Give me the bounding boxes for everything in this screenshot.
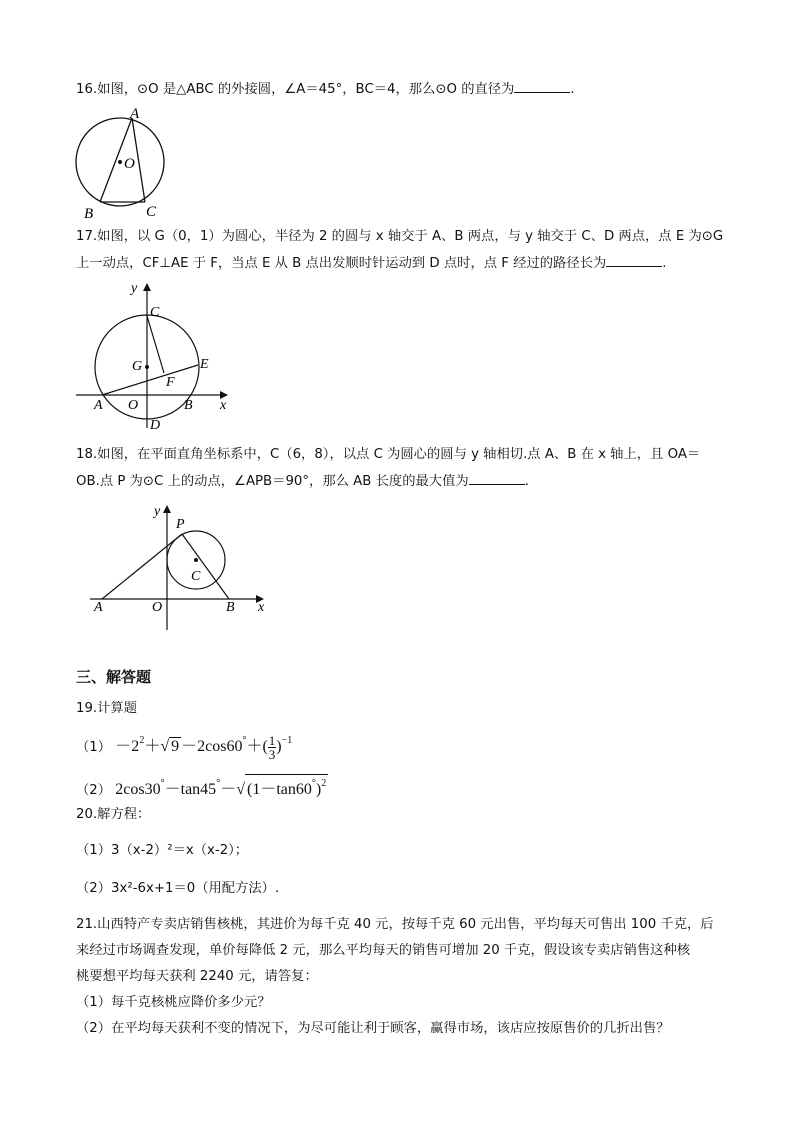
label-A: A bbox=[94, 398, 103, 413]
question-18-line1: 18.如图，在平面直角坐标系中，C（6，8），以点 C 为圆心的圆与 y 轴相切.点 A、B 在 x 轴上，且 OA＝ bbox=[76, 447, 701, 462]
label-C: C bbox=[150, 305, 160, 320]
question-21-line2: 来经过市场调查发现，单价每降低 2 元，那么平均每天的销售可增加 20 千克，假设该专卖店销售这种核 bbox=[76, 943, 691, 958]
question-20-part2: （2）3x²-6x+1＝0（用配方法）. bbox=[76, 881, 280, 896]
question-19-title: 19.计算题 bbox=[76, 701, 138, 716]
axis-y-label: y bbox=[154, 504, 161, 519]
answer-blank bbox=[606, 254, 662, 267]
question-19-part1 bbox=[76, 732, 292, 761]
label-O: O bbox=[124, 156, 135, 172]
question-18-text: OB.点 P 为⊙C 上的动点，∠APB＝90°，那么 AB 长度的最大值为 bbox=[76, 474, 469, 489]
question-21-part1: （1）每千克核桃应降价多少元？ bbox=[76, 995, 271, 1010]
label-A: A bbox=[94, 600, 103, 615]
question-16-text: 16.如图，⊙O 是△ABC 的外接圆，∠A＝45°，BC＝4，那么⊙O 的直径为 bbox=[76, 82, 515, 97]
question-21-line1: 21.山西特产专卖店销售核桃，其进价为每千克 40 元，按每千克 60 元出售，平均每天可售出 100 千克，后 bbox=[76, 917, 714, 932]
axis-x-label: x bbox=[258, 600, 265, 615]
part-label: （2） bbox=[76, 783, 112, 798]
question-end: . bbox=[524, 474, 529, 489]
question-end: . bbox=[570, 82, 575, 97]
axis-y-label: y bbox=[131, 281, 138, 296]
section-title: 三、解答题 bbox=[76, 668, 152, 686]
figure-18 bbox=[86, 498, 281, 638]
question-16 bbox=[76, 80, 575, 99]
question-21-part2: （2）在平均每天获利不变的情况下，为尽可能让利于顾客，赢得市场，该店应按原售价的几折出售？ bbox=[76, 1021, 670, 1036]
label-F: F bbox=[166, 375, 175, 390]
answer-blank bbox=[514, 80, 570, 93]
label-B: B bbox=[84, 206, 94, 222]
answer-blank bbox=[469, 472, 525, 485]
label-B: B bbox=[184, 398, 193, 413]
figure-16 bbox=[70, 104, 180, 224]
label-D: D bbox=[150, 418, 161, 433]
label-G: G bbox=[132, 359, 143, 374]
question-17-line1: 17.如图，以 G（0，1）为圆心，半径为 2 的圆与 x 轴交于 A、B 两点，与 y 轴交于 C、D 两点，点 E 为⊙G bbox=[76, 229, 724, 244]
axis-x-label: x bbox=[220, 398, 227, 413]
question-19-part2 bbox=[76, 774, 328, 800]
label-A: A bbox=[130, 106, 140, 122]
question-21-line3: 桃要想平均每天获利 2240 元，请答复： bbox=[76, 969, 318, 984]
question-17-text: 上一动点，CF⊥AE 于 F，当点 E 从 B 点出发顺时针运动到 D 点时，点 F 经过的路径长为 bbox=[76, 256, 607, 271]
part-label: （1） bbox=[76, 740, 112, 755]
label-O: O bbox=[152, 600, 163, 615]
label-O: O bbox=[128, 398, 139, 413]
question-18-line2 bbox=[76, 472, 529, 491]
question-17-line2 bbox=[76, 254, 666, 273]
label-C: C bbox=[146, 204, 157, 220]
label-C: C bbox=[191, 569, 201, 584]
question-20-part1: （1）3（x-2）²＝x（x-2）； bbox=[76, 843, 249, 858]
question-end: . bbox=[662, 256, 667, 271]
label-P: P bbox=[176, 517, 185, 532]
question-20-title: 20.解方程： bbox=[76, 807, 151, 822]
expression-1: $-2^2+√$ 9 －2cos60°＋( $\frac{1}{3}$ )$^{-1}$ bbox=[115, 732, 293, 762]
label-E: E bbox=[200, 357, 209, 372]
figure-17 bbox=[70, 278, 240, 438]
expression-2: 2cos30°－tan45°－√ $(1-\tan 60^\circ)^2$ bbox=[115, 781, 328, 798]
label-B: B bbox=[226, 600, 235, 615]
